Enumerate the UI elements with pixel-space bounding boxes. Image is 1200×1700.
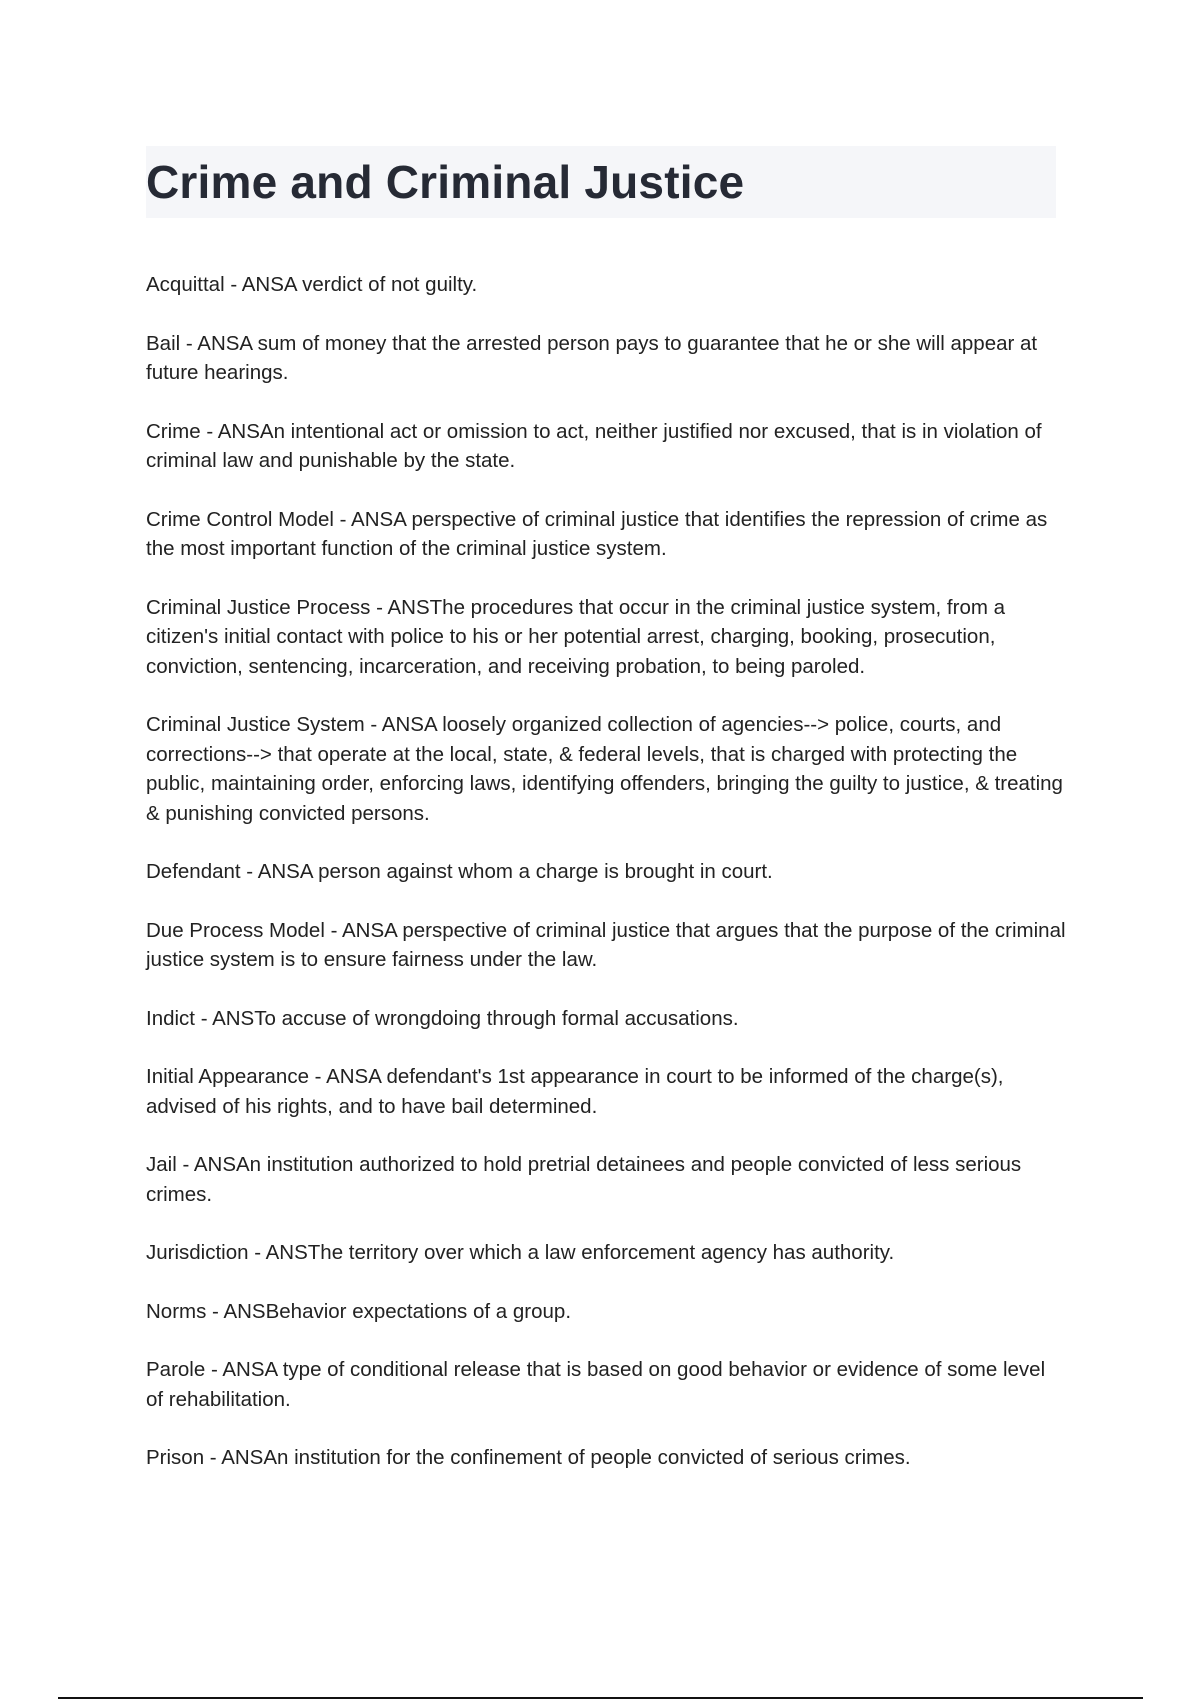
glossary-entry: Bail - ANSA sum of money that the arrested person pays to guarantee that he or she will appear at future hearings. [146,331,1038,384]
glossary-entry: Initial Appearance - ANSA defendant's 1st appearance in court to be informed of the charge(s), advised of his rights, and to have bail determined. [146,1065,1004,1118]
title-banner [146,146,1056,218]
glossary-entry: Norms - ANSBehavior expectations of a group. [146,1299,572,1323]
glossary-entry: Jurisdiction - ANSThe territory over which a law enforcement agency has authority. [146,1241,895,1264]
glossary-entry: Crime Control Model - ANSA perspective of criminal justice that identifies the repression of crime as the most important function of the criminal justice system. [146,507,1048,560]
glossary-entry: Criminal Justice Process - ANSThe procedures that occur in the criminal justice system, from a citizen's initial contact with police to his or her potential arrest, charging, booking, prosecution, conviction, sentencing, incarceration, and receiving probation, to being paroled. [146,595,1006,678]
page-title: Crime and Criminal Justice [146,156,745,208]
glossary-entry: Indict - ANSTo accuse of wrongdoing through formal accusations. [146,1006,739,1030]
glossary-entry: Criminal Justice System - ANSA loosely organized collection of agencies--> police, courts, and corrections--> that operate at the local, state, & federal levels, that is charged with protecting the public, maintaining order, enforcing laws, identifying offenders, bringing the guilty to justice, & treating & punishing convicted persons. [146,713,1063,825]
footer-divider [58,1697,1143,1699]
glossary-entry: Prison - ANSAn institution for the confinement of people convicted of serious crimes. [146,1446,911,1469]
glossary-entry: Acquittal - ANSA verdict of not guilty. [146,273,478,296]
glossary-entry: Defendant - ANSA person against whom a charge is brought in court. [146,860,773,883]
glossary-entry: Crime - ANSAn intentional act or omission to act, neither justified nor excused, that is in violation of criminal law and punishable by the state. [146,419,1042,472]
glossary-entry: Parole - ANSA type of conditional release that is based on good behavior or evidence of some level of rehabilitation. [146,1358,1046,1411]
glossary-entry: Jail - ANSAn institution authorized to hold pretrial detainees and people convicted of less serious crimes. [146,1153,1022,1206]
glossary-list [146,270,1066,1502]
glossary-entry: Due Process Model - ANSA perspective of criminal justice that argues that the purpose of the criminal justice system is to ensure fairness under the law. [146,918,1066,971]
